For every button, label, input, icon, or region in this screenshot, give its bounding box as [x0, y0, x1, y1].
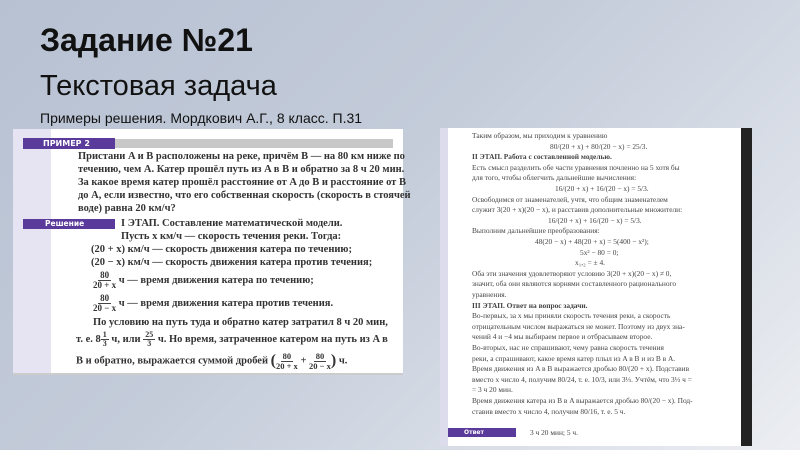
page-text-line: Оба эти значения удовлетворяют условию 3(20 + x)(20 − x) ≠ 0,	[472, 268, 672, 278]
example-label: ПРИМЕР 2	[23, 138, 115, 149]
page-text-line: Время движения катера из B в A выражается дробью 80/(20 − x). Под-	[472, 396, 693, 405]
fraction-numerator: 25	[145, 330, 154, 339]
slide-source: Примеры решения. Мордкович А.Г., 8 класс. П.31	[40, 110, 363, 126]
solution-line: По условию на путь туда и обратно катер затратил 8 ч 20 мин,	[93, 317, 388, 328]
page-text-line: для того, чтобы облегчить дальнейшие вычисления:	[472, 173, 637, 183]
divider	[113, 139, 393, 148]
fraction-text: ч — время движения катера против течения.	[118, 297, 334, 309]
fraction-denominator: 20 + x	[275, 360, 298, 371]
page-text-line: Выполним дальнейшие преобразования:	[472, 226, 600, 236]
answer-label: Ответ	[448, 428, 516, 437]
page-text-line: служит 3(20 + x)(20 − x), и расставив дополнительные множители:	[472, 205, 683, 215]
page-text-line: Таким образом, мы приходим к уравнению	[472, 131, 608, 140]
fraction-denominator: 3	[102, 339, 107, 348]
fraction-denominator: 3	[147, 339, 152, 348]
slide-subtitle: Текстовая задача	[40, 70, 277, 102]
solution-line: (20 − x) км/ч — скорость движения катера против течения;	[91, 257, 373, 268]
page-text-line: ставив вместо x число 4, получим 80/16, т. е. 5 ч.	[472, 406, 626, 416]
problem-line: За какое время катер прошёл расстояние от A до B и расстояние от B	[78, 177, 406, 188]
page-text-line: x₁,₂ = ± 4.	[575, 258, 606, 268]
fraction-denominator: 20 − x	[93, 303, 117, 313]
problem-line: течению, чем A. Катер прошёл путь из A в B и обратно за 8 ч 20 мин.	[78, 164, 405, 175]
page-text-line: 5x² − 80 = 0;	[580, 247, 619, 257]
text: ч. Но время, затраченное катером на путь из A в	[157, 333, 388, 345]
slide-title: Задание №21	[40, 22, 253, 58]
problem-line: до A, если известно, что его собственная скорость (скорость в стоячей	[78, 190, 411, 201]
fraction-text: ч — время движения катера по течению;	[118, 274, 314, 286]
text: +	[300, 355, 307, 367]
page-text-line: Во-первых, за x мы приняли скорость течения реки, а скорость	[472, 311, 671, 321]
text: B и обратно, выражается суммой дробей	[76, 355, 269, 367]
textbook-page-right	[440, 128, 752, 446]
solution-label: Решение	[23, 219, 115, 229]
fraction-numerator: 80	[282, 351, 292, 361]
text: т. е. 8	[76, 333, 101, 345]
stage-heading: I ЭТАП. Составление математической модели.	[121, 218, 343, 229]
fraction-numerator: 80	[315, 351, 325, 361]
page-text-line: 48(20 − x) + 48(20 + x) = 5(400 − x²);	[535, 237, 649, 246]
page-text-line: отрицательным числом выражаться не может. Поэтому из двух зна-	[472, 321, 685, 331]
page-text-line: = 3 ч 20 мин.	[472, 385, 513, 395]
text: ч.	[338, 355, 348, 367]
page-text-line: чений 4 и −4 мы выбираем первое и отбрасываем второе.	[472, 332, 653, 342]
solution-line: B и обратно, выражается суммой дробей ( $\frac{80}{20 + x}$ + $\frac{80}{20 - x}$ ) ч.	[76, 351, 348, 371]
page-text-line: II ЭТАП. Работа с составленной моделью.	[472, 152, 612, 162]
answer-text: 3 ч 20 мин; 5 ч.	[530, 428, 578, 437]
page-text-line: Освободимся от знаменателей, учтя, что общим знаменателем	[472, 194, 668, 204]
fraction-denominator: 20 + x	[93, 280, 117, 290]
page-text-line: значит, оба они являются корнями составленного рационального	[472, 279, 677, 289]
problem-line: воде) равна 20 км/ч?	[78, 203, 176, 214]
solution-fraction-line	[93, 271, 314, 290]
problem-line: Пристани A и B расположены на реке, причём B — на 80 км ниже по	[78, 151, 405, 162]
solution-line	[76, 331, 388, 348]
text: ч, или	[111, 333, 141, 345]
fraction-numerator: 1	[102, 330, 107, 339]
fraction-denominator: 20 − x	[309, 360, 331, 371]
textbook-page-left	[13, 129, 411, 375]
page-text-line: уравнения.	[472, 290, 507, 299]
page-text-line: вместо x число 4, получим 80/24, т. е. 10/3, или 3⅓. Учтём, что 3⅓ ч =	[472, 374, 692, 384]
page-text-line: Время движения из A в B выражается дробью 80/(20 + x). Подставив	[472, 364, 690, 374]
solution-line: (20 + x) км/ч — скорость движения катера по течению;	[91, 244, 352, 255]
page-text-line: 80/(20 + x) + 80/(20 − x) = 25/3.	[550, 141, 648, 151]
fraction-numerator: 80	[100, 270, 110, 280]
solution-line: Пусть x км/ч — скорость течения реки. Тогда:	[121, 231, 342, 242]
page-text-line: Во-вторых, нас не спрашивают, чему равна скорость течения	[472, 343, 664, 352]
solution-fraction-line	[93, 294, 333, 313]
page-text-line: III ЭТАП. Ответ на вопрос задачи.	[472, 300, 588, 310]
fraction-numerator: 80	[100, 293, 110, 303]
page-text-line: Есть смысл разделить обе части уравнения почленно на 5 хотя бы	[472, 162, 680, 172]
page-text-line: реки, а спрашивают, какое время катер плыл из A в B и из B в A.	[472, 353, 676, 363]
page-text-line: 16/(20 + x) + 16/(20 − x) = 5/3.	[555, 184, 649, 193]
page-text-line: 16/(20 + x) + 16/(20 − x) = 5/3.	[548, 215, 642, 225]
